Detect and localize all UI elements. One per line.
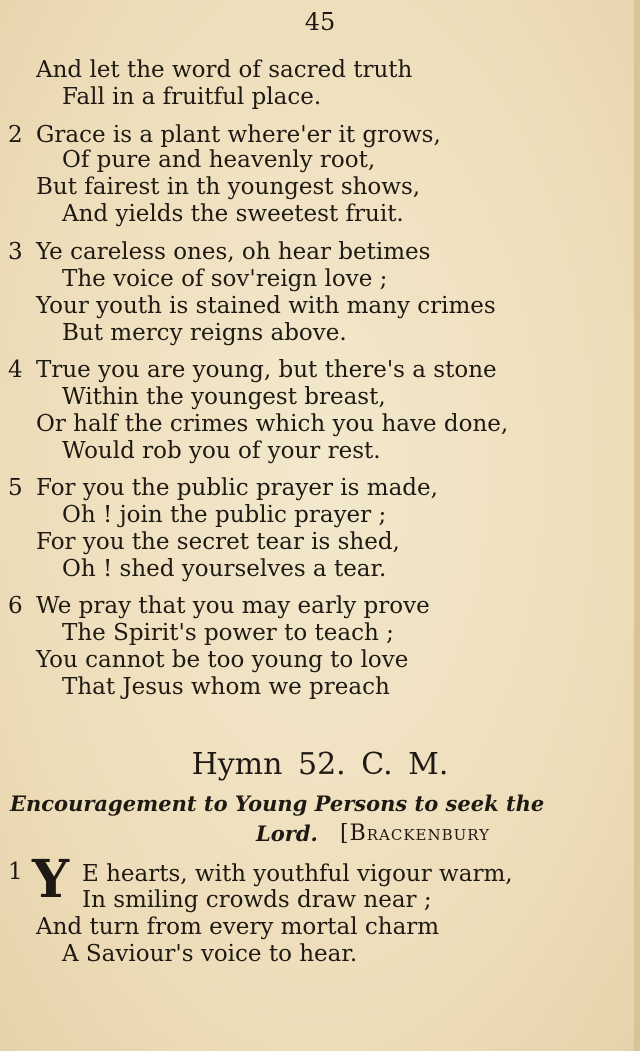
verse-line: Or half the crimes which you have done, — [36, 411, 509, 437]
verse-line: Oh ! shed yourselves a tear. — [62, 556, 387, 582]
verse-line: Would rob you of your rest. — [62, 438, 381, 464]
verse-number: 1 — [8, 859, 23, 885]
verse-line: Your youth is stained with many crimes — [36, 293, 496, 319]
verse-line: And yields the sweetest fruit. — [62, 201, 404, 227]
verse-line: Within the youngest breast, — [62, 384, 386, 410]
verse-line: And let the word of sacred truth — [36, 57, 413, 83]
verse-line: Ye careless ones, oh hear betimes — [36, 239, 431, 265]
verse-number: 2 — [8, 122, 23, 148]
verse-line: In smiling crowds draw near ; — [82, 887, 432, 913]
page-number: 45 — [304, 8, 336, 36]
verse-line: Oh ! join the public prayer ; — [62, 502, 387, 528]
hymn-subtitle: Encouragement to Young Persons to seek the — [10, 791, 545, 816]
verse-line: You cannot be too young to love — [36, 647, 409, 673]
verse-line: A Saviour's voice to hear. — [62, 941, 358, 967]
verse-number: 6 — [8, 593, 23, 619]
page-edge — [634, 0, 640, 1051]
verse-line: For you the secret tear is shed, — [36, 529, 400, 555]
verse-line: But mercy reigns above. — [62, 320, 347, 346]
verse-line: True you are young, but there's a stone — [36, 357, 497, 383]
verse-line: We pray that you may early prove — [36, 593, 430, 619]
verse-line: And turn from every mortal charm — [36, 914, 440, 940]
verse-number: 4 — [8, 357, 23, 383]
verse-line: E hearts, with youthful vigour warm, — [82, 861, 513, 887]
verse-line: Fall in a fruitful place. — [62, 84, 322, 110]
verse-line: But fairest in th youngest shows, — [36, 174, 421, 200]
verse-line: Grace is a plant where'er it grows, — [36, 122, 441, 148]
hymn-title: Hymn 52. C. M. — [191, 747, 449, 782]
verse-line: Of pure and heavenly root, — [62, 147, 376, 173]
verse-line: The Spirit's power to teach ; — [62, 620, 394, 646]
hymn-subtitle-continued: Lord. — [256, 821, 318, 846]
verse-number: 3 — [8, 239, 23, 265]
verse-number: 5 — [8, 475, 23, 501]
verse-line: The voice of sov'reign love ; — [62, 266, 388, 292]
drop-cap: Y — [32, 849, 70, 910]
verse-line: For you the public prayer is made, — [36, 475, 438, 501]
verse-line: That Jesus whom we preach — [62, 674, 390, 700]
hymn-author: [Brackenbury — [340, 821, 491, 846]
